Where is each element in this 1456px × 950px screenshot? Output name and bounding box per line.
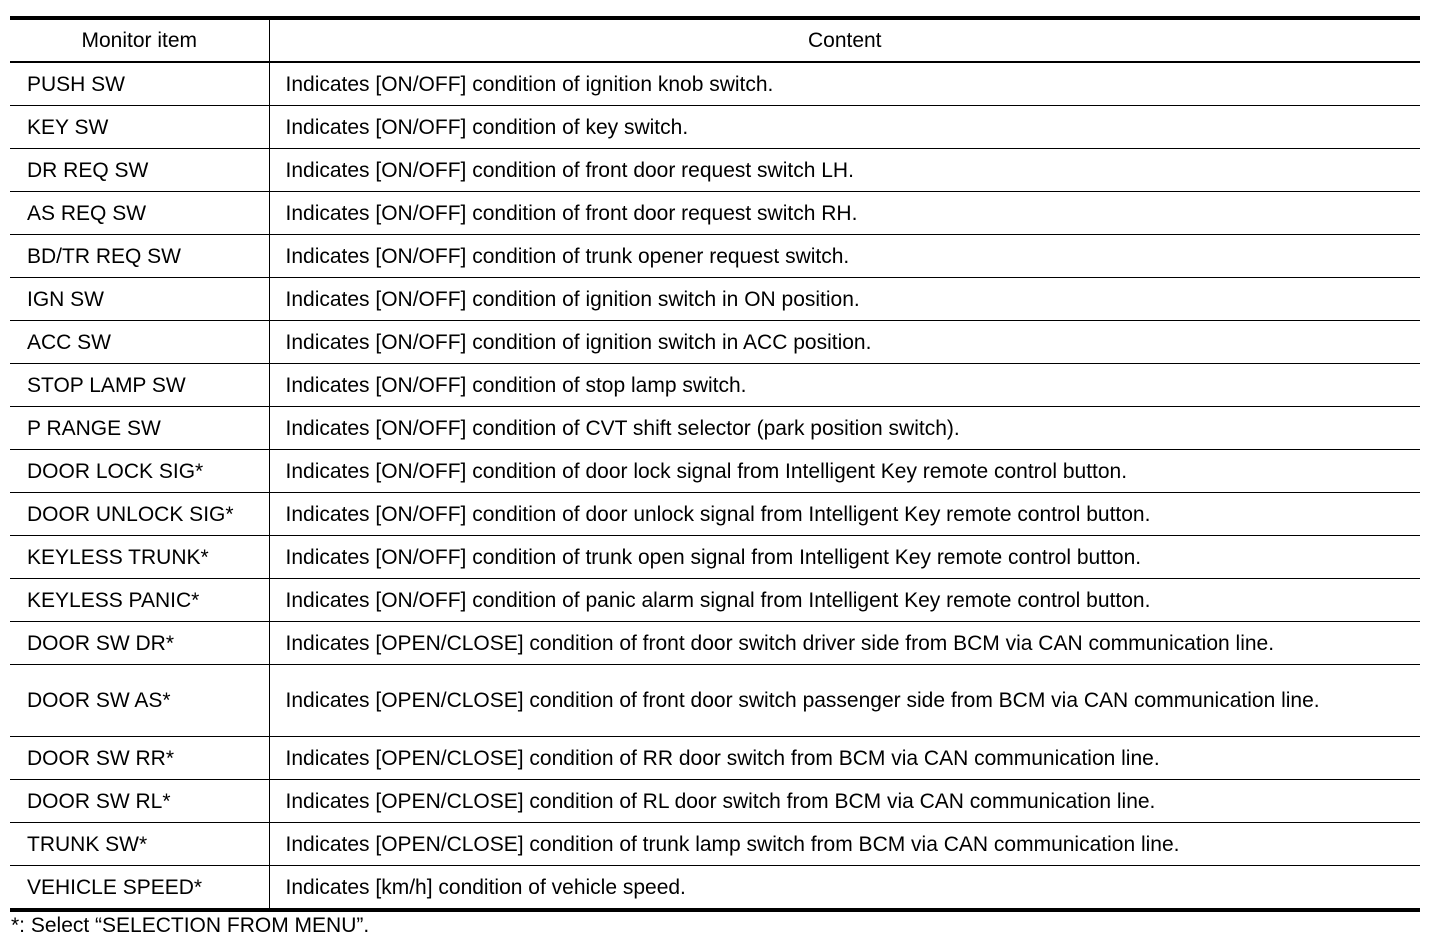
table-row xyxy=(10,192,1420,235)
monitor-item-cell: DOOR SW RR* xyxy=(10,737,269,780)
monitor-item-cell: PUSH SW xyxy=(10,62,269,106)
content-cell: Indicates [OPEN/CLOSE] condition of RL door switch from BCM via CAN communication line. xyxy=(269,780,1420,823)
monitor-item-cell: DOOR LOCK SIG* xyxy=(10,450,269,493)
monitor-item-cell: IGN SW xyxy=(10,278,269,321)
monitor-item-cell: DOOR UNLOCK SIG* xyxy=(10,493,269,536)
content-cell: Indicates [ON/OFF] condition of door unlock signal from Intelligent Key remote control button. xyxy=(269,493,1420,536)
table-row xyxy=(10,62,1420,106)
table-header xyxy=(10,18,1420,62)
content-cell: Indicates [ON/OFF] condition of trunk open signal from Intelligent Key remote control button. xyxy=(269,536,1420,579)
table-row xyxy=(10,106,1420,149)
header-monitor-item: Monitor item xyxy=(10,18,269,62)
table-row xyxy=(10,407,1420,450)
table-row xyxy=(10,450,1420,493)
footnote: *: Select “SELECTION FROM MENU”. xyxy=(11,914,370,937)
monitor-item-cell: DOOR SW AS* xyxy=(10,665,269,737)
monitor-item-cell: AS REQ SW xyxy=(10,192,269,235)
content-cell: Indicates [ON/OFF] condition of panic alarm signal from Intelligent Key remote control button. xyxy=(269,579,1420,622)
monitor-item-cell: DOOR SW DR* xyxy=(10,622,269,665)
content-cell: Indicates [km/h] condition of vehicle speed. xyxy=(269,866,1420,911)
table-row xyxy=(10,665,1420,737)
content-cell: Indicates [ON/OFF] condition of trunk opener request switch. xyxy=(269,235,1420,278)
monitor-item-cell: DR REQ SW xyxy=(10,149,269,192)
table-row xyxy=(10,493,1420,536)
monitor-item-cell: KEYLESS TRUNK* xyxy=(10,536,269,579)
table-row xyxy=(10,737,1420,780)
content-cell: Indicates [ON/OFF] condition of front door request switch LH. xyxy=(269,149,1420,192)
content-cell: Indicates [ON/OFF] condition of front door request switch RH. xyxy=(269,192,1420,235)
table-row xyxy=(10,622,1420,665)
monitor-item-cell: DOOR SW RL* xyxy=(10,780,269,823)
monitor-item-cell: STOP LAMP SW xyxy=(10,364,269,407)
content-cell: Indicates [ON/OFF] condition of CVT shift selector (park position switch). xyxy=(269,407,1420,450)
monitor-item-cell: BD/TR REQ SW xyxy=(10,235,269,278)
table-row xyxy=(10,823,1420,866)
monitor-item-table xyxy=(10,16,1420,912)
table-row xyxy=(10,866,1420,911)
table-row xyxy=(10,579,1420,622)
table-row xyxy=(10,321,1420,364)
content-cell: Indicates [OPEN/CLOSE] condition of RR door switch from BCM via CAN communication line. xyxy=(269,737,1420,780)
monitor-item-cell: P RANGE SW xyxy=(10,407,269,450)
table-row xyxy=(10,364,1420,407)
monitor-item-cell: KEYLESS PANIC* xyxy=(10,579,269,622)
table-row xyxy=(10,536,1420,579)
table-row xyxy=(10,278,1420,321)
table-body xyxy=(10,62,1420,910)
table-row xyxy=(10,149,1420,192)
content-cell: Indicates [OPEN/CLOSE] condition of front door switch passenger side from BCM via CAN communication line. xyxy=(269,665,1420,737)
monitor-item-cell: KEY SW xyxy=(10,106,269,149)
content-cell: Indicates [ON/OFF] condition of key switch. xyxy=(269,106,1420,149)
monitor-item-cell: TRUNK SW* xyxy=(10,823,269,866)
content-cell: Indicates [ON/OFF] condition of stop lamp switch. xyxy=(269,364,1420,407)
content-cell: Indicates [ON/OFF] condition of door lock signal from Intelligent Key remote control button. xyxy=(269,450,1420,493)
table-row xyxy=(10,780,1420,823)
table-header-row xyxy=(10,18,1420,62)
content-cell: Indicates [OPEN/CLOSE] condition of front door switch driver side from BCM via CAN communication line. xyxy=(269,622,1420,665)
header-content: Content xyxy=(269,18,1420,62)
content-cell: Indicates [ON/OFF] condition of ignition switch in ACC position. xyxy=(269,321,1420,364)
monitor-item-cell: VEHICLE SPEED* xyxy=(10,866,269,911)
table-row xyxy=(10,235,1420,278)
content-cell: Indicates [ON/OFF] condition of ignition switch in ON position. xyxy=(269,278,1420,321)
monitor-item-cell: ACC SW xyxy=(10,321,269,364)
content-cell: Indicates [ON/OFF] condition of ignition knob switch. xyxy=(269,62,1420,106)
content-cell: Indicates [OPEN/CLOSE] condition of trunk lamp switch from BCM via CAN communication line. xyxy=(269,823,1420,866)
